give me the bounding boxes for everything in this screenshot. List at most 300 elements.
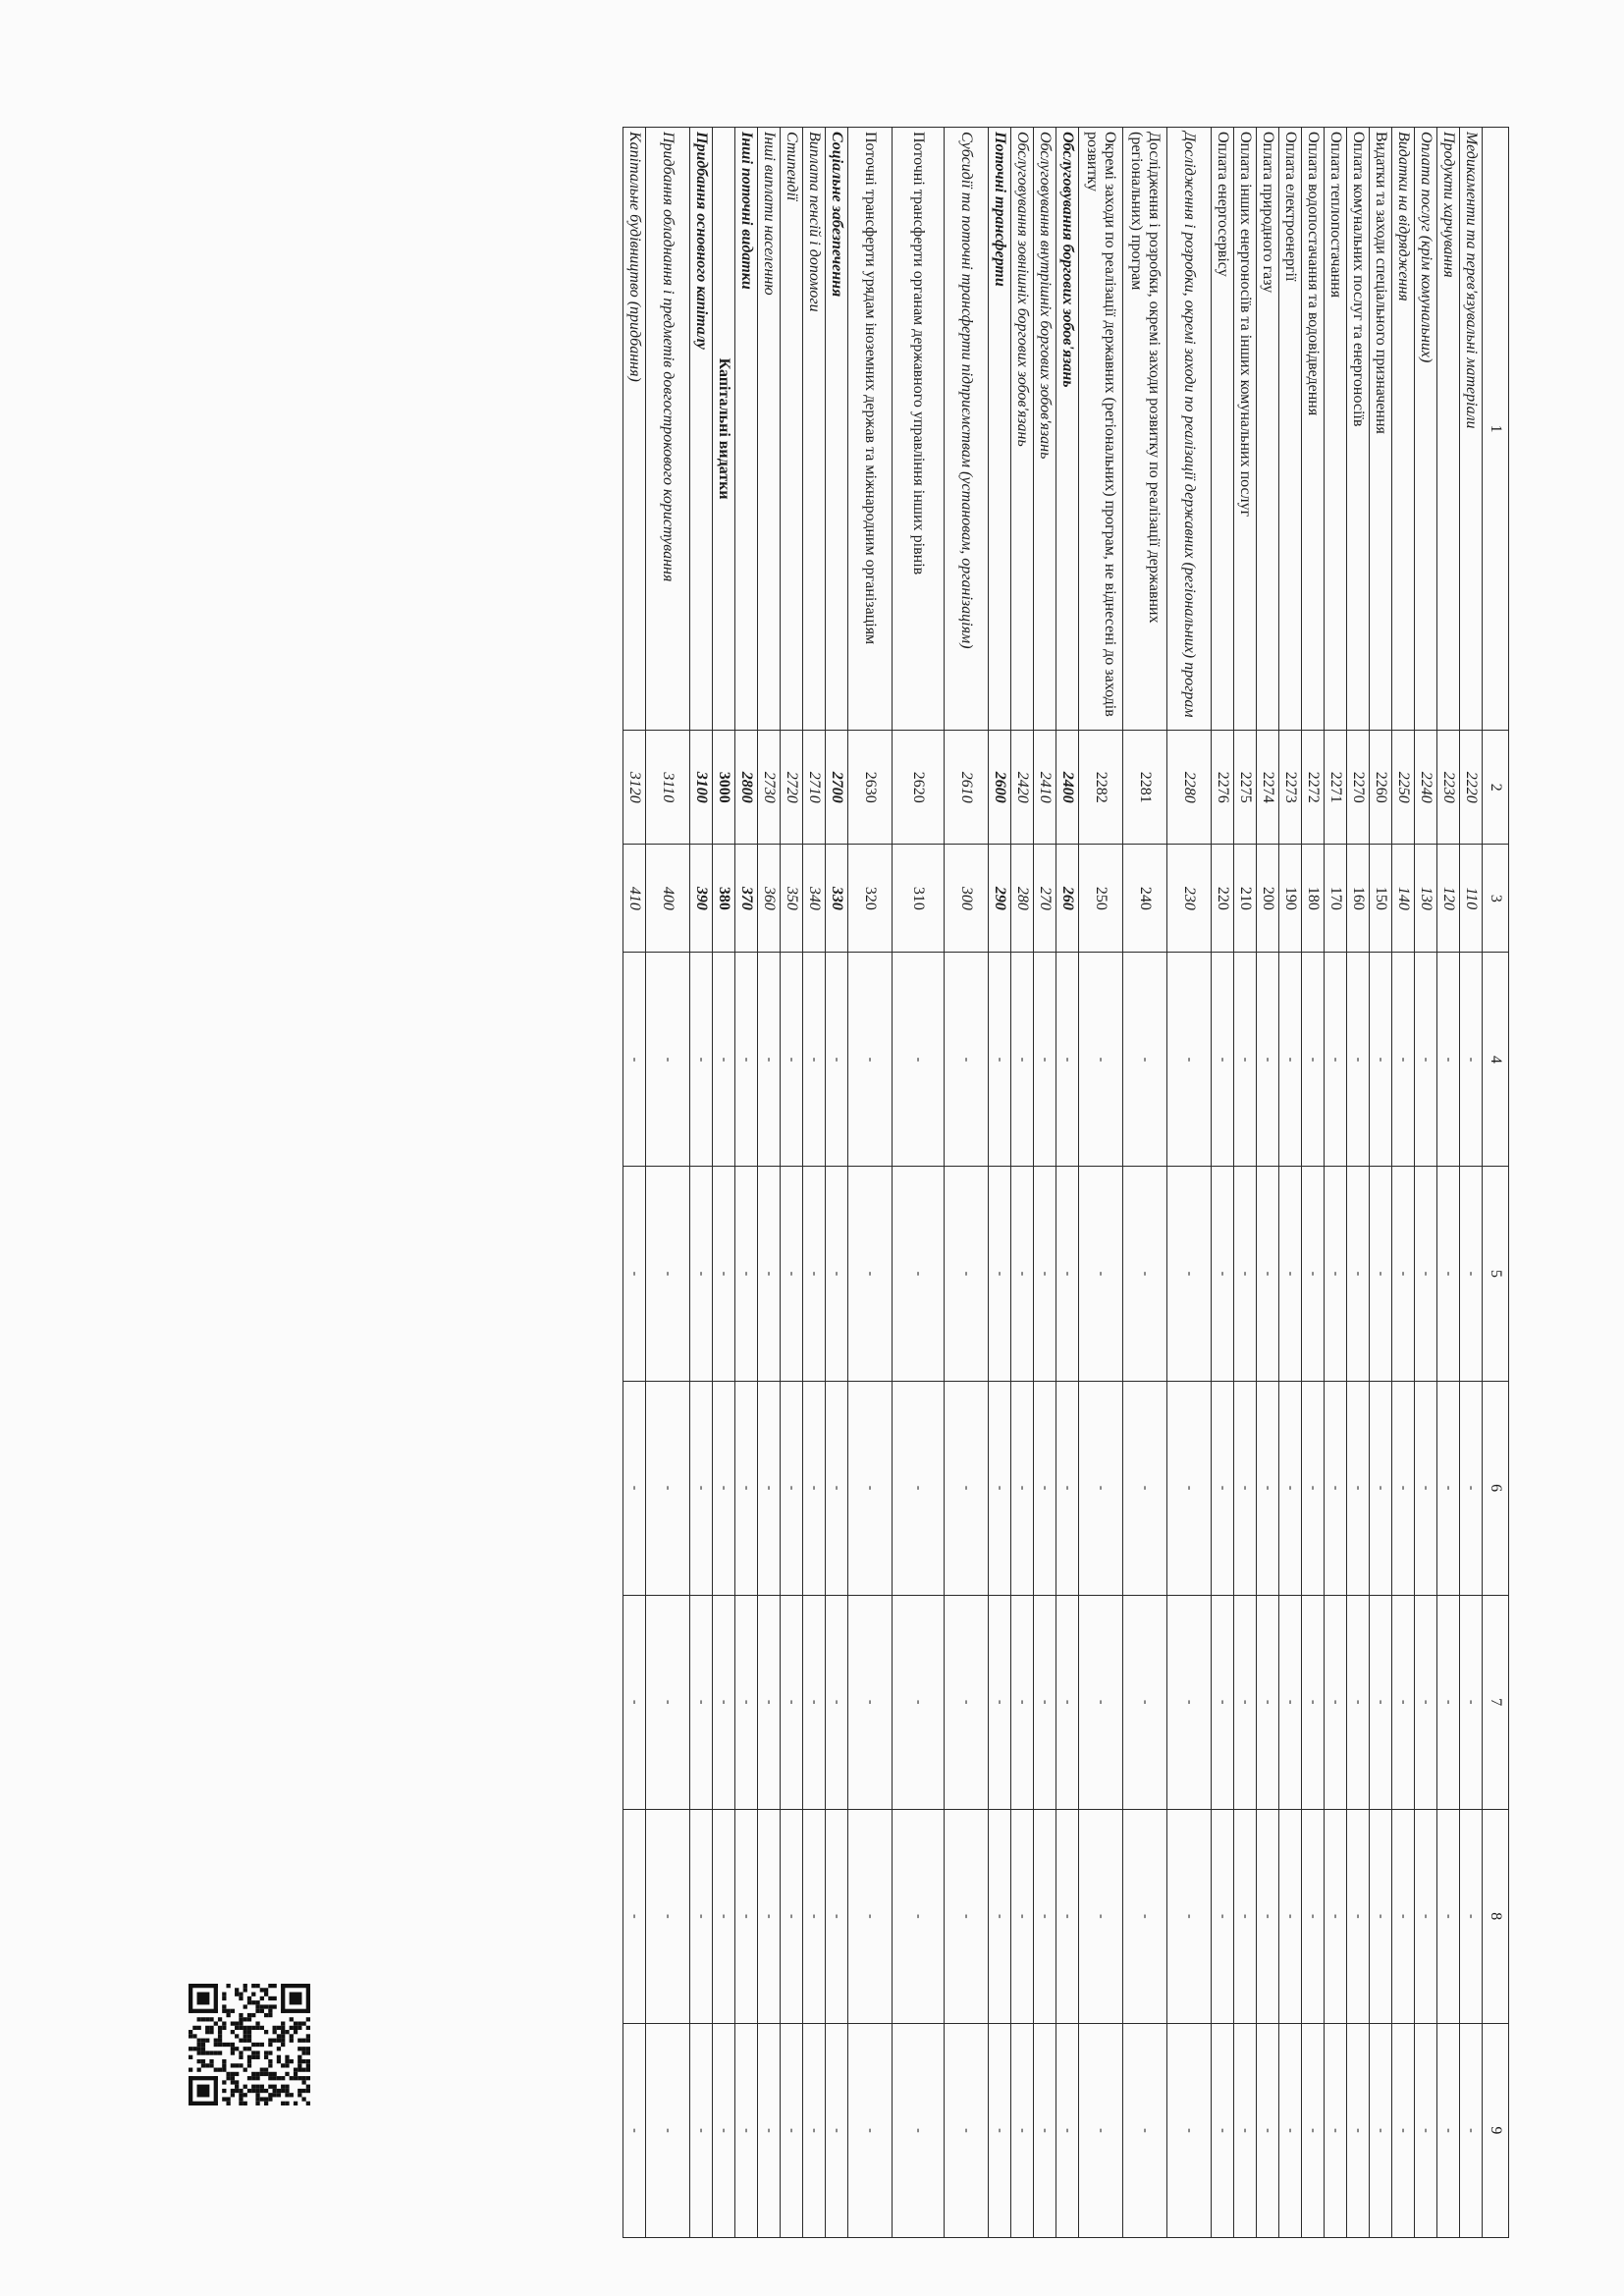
table-row <box>713 128 735 2238</box>
rotated-page <box>299 127 1509 2238</box>
value-cell: - <box>1257 1595 1279 1809</box>
value-cell: - <box>989 1167 1011 1381</box>
value-cell: - <box>803 1381 826 1595</box>
value-cell: - <box>646 1381 690 1595</box>
row-line: 400 <box>646 845 690 953</box>
table-row <box>1257 128 1279 2238</box>
table-row <box>1370 128 1392 2238</box>
value-cell: - <box>781 1595 803 1809</box>
table-row <box>989 128 1011 2238</box>
value-cell: - <box>1460 1167 1483 1381</box>
table-row <box>826 128 848 2238</box>
value-cell: - <box>758 1595 781 1809</box>
value-cell: - <box>690 1167 713 1381</box>
value-cell: - <box>1123 1809 1167 2023</box>
table-row <box>1392 128 1415 2238</box>
value-cell: - <box>1370 1809 1392 2023</box>
value-cell: - <box>1034 2023 1056 2237</box>
value-cell: - <box>1034 1381 1056 1595</box>
table-row <box>1437 128 1460 2238</box>
value-cell: - <box>646 1809 690 2023</box>
value-cell: - <box>1056 1595 1079 1809</box>
header-cell: 2 <box>1483 731 1509 845</box>
value-cell: - <box>690 2023 713 2237</box>
row-name: Оплата електроенергії <box>1279 128 1302 731</box>
value-cell: - <box>1437 1167 1460 1381</box>
value-cell: - <box>1392 2023 1415 2237</box>
value-cell: - <box>735 2023 758 2237</box>
header-cell: 1 <box>1483 128 1509 731</box>
table-row <box>893 128 945 2238</box>
table-row <box>1415 128 1437 2238</box>
value-cell: - <box>1234 2023 1257 2237</box>
value-cell: - <box>1056 1381 1079 1595</box>
value-cell: - <box>1325 2023 1347 2237</box>
row-line: 140 <box>1392 845 1415 953</box>
value-cell: - <box>803 1809 826 2023</box>
value-cell: - <box>1392 1595 1415 1809</box>
value-cell: - <box>1460 953 1483 1167</box>
table-row <box>735 128 758 2238</box>
value-cell: - <box>646 953 690 1167</box>
value-cell: - <box>713 1809 735 2023</box>
table-row <box>1011 128 1034 2238</box>
value-cell: - <box>945 1595 989 1809</box>
value-cell: - <box>893 2023 945 2237</box>
value-cell: - <box>781 1167 803 1381</box>
value-cell: - <box>1347 1167 1370 1381</box>
value-cell: - <box>1415 1595 1437 1809</box>
value-cell: - <box>1123 953 1167 1167</box>
table-row <box>1302 128 1325 2238</box>
value-cell: - <box>646 2023 690 2237</box>
row-code: 2710 <box>803 731 826 845</box>
table-row <box>646 128 690 2238</box>
value-cell: - <box>1167 2023 1212 2237</box>
value-cell: - <box>1212 1167 1234 1381</box>
row-name: Видатки та заходи спеціального призначення <box>1370 128 1392 731</box>
value-cell: - <box>735 1809 758 2023</box>
value-cell: - <box>1034 953 1056 1167</box>
header-cell: 7 <box>1483 1595 1509 1809</box>
value-cell: - <box>1279 1595 1302 1809</box>
row-line: 340 <box>803 845 826 953</box>
value-cell: - <box>646 1595 690 1809</box>
value-cell: - <box>1325 1167 1347 1381</box>
row-name: Придбання основного капіталу <box>690 128 713 731</box>
value-cell: - <box>713 1595 735 1809</box>
value-cell: - <box>713 953 735 1167</box>
value-cell: - <box>848 1595 893 1809</box>
value-cell: - <box>1370 2023 1392 2237</box>
row-name: Оплата водопостачання та водовідведення <box>1302 128 1325 731</box>
row-line: 210 <box>1234 845 1257 953</box>
value-cell: - <box>1302 953 1325 1167</box>
row-name: Субсидії та поточні трансферти підприємствам (установам, організаціям) <box>945 128 989 731</box>
value-cell: - <box>1056 953 1079 1167</box>
row-code: 2276 <box>1212 731 1234 845</box>
value-cell: - <box>1257 1809 1279 2023</box>
row-code: 2730 <box>758 731 781 845</box>
row-name: Капітальне будівництво (придбання) <box>623 128 646 731</box>
value-cell: - <box>1370 1381 1392 1595</box>
row-code: 2420 <box>1011 731 1034 845</box>
row-code: 2230 <box>1437 731 1460 845</box>
value-cell: - <box>1011 1595 1034 1809</box>
table-row <box>1234 128 1257 2238</box>
row-name: Поточні трансферти органам державного управління інших рівнів <box>893 128 945 731</box>
row-code: 2280 <box>1167 731 1212 845</box>
table-row <box>945 128 989 2238</box>
value-cell: - <box>1415 953 1437 1167</box>
value-cell: - <box>893 1809 945 2023</box>
value-cell: - <box>989 1381 1011 1595</box>
value-cell: - <box>826 1809 848 2023</box>
row-name: Обслуговування внутрішніх боргових зобов'язань <box>1034 128 1056 731</box>
value-cell: - <box>1347 1809 1370 2023</box>
value-cell: - <box>758 1167 781 1381</box>
value-cell: - <box>1167 1809 1212 2023</box>
row-code: 2282 <box>1079 731 1123 845</box>
value-cell: - <box>1056 2023 1079 2237</box>
value-cell: - <box>826 1595 848 1809</box>
row-code: 2410 <box>1034 731 1056 845</box>
row-code: 2220 <box>1460 731 1483 845</box>
value-cell: - <box>1325 1381 1347 1595</box>
table-row <box>1279 128 1302 2238</box>
value-cell: - <box>1257 953 1279 1167</box>
row-line: 170 <box>1325 845 1347 953</box>
value-cell: - <box>758 2023 781 2237</box>
row-code: 2271 <box>1325 731 1347 845</box>
row-line: 330 <box>826 845 848 953</box>
value-cell: - <box>1460 1595 1483 1809</box>
expenditure-table <box>623 127 1509 2238</box>
value-cell: - <box>1212 1595 1234 1809</box>
value-cell: - <box>1167 1381 1212 1595</box>
value-cell: - <box>1011 953 1034 1167</box>
value-cell: - <box>1437 1809 1460 2023</box>
value-cell: - <box>1437 2023 1460 2237</box>
value-cell: - <box>1257 2023 1279 2237</box>
value-cell: - <box>1347 953 1370 1167</box>
value-cell: - <box>1279 1167 1302 1381</box>
table-row <box>690 128 713 2238</box>
row-code: 2272 <box>1302 731 1325 845</box>
row-name: Придбання обладнання і предметів довгострокового користування <box>646 128 690 731</box>
header-cell: 9 <box>1483 2023 1509 2237</box>
row-code: 3100 <box>690 731 713 845</box>
table-row <box>803 128 826 2238</box>
value-cell: - <box>1257 1381 1279 1595</box>
value-cell: - <box>623 1381 646 1595</box>
value-cell: - <box>1079 1167 1123 1381</box>
value-cell: - <box>893 1381 945 1595</box>
value-cell: - <box>781 2023 803 2237</box>
value-cell: - <box>1279 2023 1302 2237</box>
value-cell: - <box>735 1595 758 1809</box>
value-cell: - <box>803 953 826 1167</box>
row-code: 2720 <box>781 731 803 845</box>
value-cell: - <box>989 2023 1011 2237</box>
value-cell: - <box>1056 1809 1079 2023</box>
value-cell: - <box>1279 953 1302 1167</box>
value-cell: - <box>848 1167 893 1381</box>
value-cell: - <box>1167 1167 1212 1381</box>
value-cell: - <box>1034 1809 1056 2023</box>
value-cell: - <box>1011 1381 1034 1595</box>
value-cell: - <box>735 1167 758 1381</box>
row-line: 360 <box>758 845 781 953</box>
value-cell: - <box>713 1381 735 1595</box>
value-cell: - <box>781 1381 803 1595</box>
value-cell: - <box>1079 1595 1123 1809</box>
value-cell: - <box>1079 953 1123 1167</box>
value-cell: - <box>1370 1167 1392 1381</box>
value-cell: - <box>1056 1167 1079 1381</box>
value-cell: - <box>781 1809 803 2023</box>
qr-code-icon <box>189 1984 310 2105</box>
value-cell: - <box>1079 2023 1123 2237</box>
value-cell: - <box>690 953 713 1167</box>
value-cell: - <box>1279 1381 1302 1595</box>
value-cell: - <box>1325 953 1347 1167</box>
value-cell: - <box>1234 953 1257 1167</box>
value-cell: - <box>1079 1381 1123 1595</box>
row-line: 120 <box>1437 845 1460 953</box>
row-name: Капітальні видатки <box>713 128 735 731</box>
row-name: Поточні трансферти урядам іноземних держав та міжнародним організаціям <box>848 128 893 731</box>
row-code: 2600 <box>989 731 1011 845</box>
header-cell: 8 <box>1483 1809 1509 2023</box>
value-cell: - <box>1302 1809 1325 2023</box>
value-cell: - <box>1415 1809 1437 2023</box>
row-code: 2281 <box>1123 731 1167 845</box>
row-code: 2630 <box>848 731 893 845</box>
row-name: Окремі заходи по реалізації державних (регіональних) програм, не віднесені до заходів розвитку <box>1079 128 1123 731</box>
value-cell: - <box>1011 1809 1034 2023</box>
row-name: Соціальне забезпечення <box>826 128 848 731</box>
row-name: Стипендії <box>781 128 803 731</box>
value-cell: - <box>848 1381 893 1595</box>
row-name: Медикаменти та перев'язувальні матеріали <box>1460 128 1483 731</box>
value-cell: - <box>713 2023 735 2237</box>
row-line: 300 <box>945 845 989 953</box>
row-code: 3110 <box>646 731 690 845</box>
value-cell: - <box>735 953 758 1167</box>
header-cell: 6 <box>1483 1381 1509 1595</box>
value-cell: - <box>1347 2023 1370 2237</box>
value-cell: - <box>1123 1167 1167 1381</box>
value-cell: - <box>803 2023 826 2237</box>
row-line: 290 <box>989 845 1011 953</box>
value-cell: - <box>1302 1381 1325 1595</box>
value-cell: - <box>893 1167 945 1381</box>
value-cell: - <box>893 953 945 1167</box>
value-cell: - <box>945 953 989 1167</box>
value-cell: - <box>1257 1167 1279 1381</box>
row-line: 110 <box>1460 845 1483 953</box>
value-cell: - <box>1279 1809 1302 2023</box>
row-code: 2275 <box>1234 731 1257 845</box>
row-name: Оплата теплопостачання <box>1325 128 1347 731</box>
row-code: 3000 <box>713 731 735 845</box>
value-cell: - <box>1212 2023 1234 2237</box>
value-cell: - <box>690 1595 713 1809</box>
value-cell: - <box>1437 1595 1460 1809</box>
row-line: 320 <box>848 845 893 953</box>
row-name: Видатки на відрядження <box>1392 128 1415 731</box>
row-name: Поточні трансферти <box>989 128 1011 731</box>
row-line: 240 <box>1123 845 1167 953</box>
row-line: 200 <box>1257 845 1279 953</box>
row-code: 2400 <box>1056 731 1079 845</box>
value-cell: - <box>945 2023 989 2237</box>
row-name: Оплата природного газу <box>1257 128 1279 731</box>
value-cell: - <box>1347 1595 1370 1809</box>
row-line: 380 <box>713 845 735 953</box>
table-row <box>1212 128 1234 2238</box>
value-cell: - <box>713 1167 735 1381</box>
table-row <box>848 128 893 2238</box>
value-cell: - <box>1302 1595 1325 1809</box>
row-code: 2270 <box>1347 731 1370 845</box>
value-cell: - <box>1325 1595 1347 1809</box>
row-code: 3120 <box>623 731 646 845</box>
value-cell: - <box>848 953 893 1167</box>
table-row <box>1056 128 1079 2238</box>
table-row <box>1123 128 1167 2238</box>
value-cell: - <box>1415 1381 1437 1595</box>
value-cell: - <box>623 2023 646 2237</box>
row-name: Дослідження і розробки, окремі заходи розвитку по реалізації державних (регіональних) програм <box>1123 128 1167 731</box>
row-line: 150 <box>1370 845 1392 953</box>
value-cell: - <box>826 1167 848 1381</box>
value-cell: - <box>623 1595 646 1809</box>
row-name: Оплата інших енергоносіїв та інших комунальних послуг <box>1234 128 1257 731</box>
value-cell: - <box>1392 1809 1415 2023</box>
row-line: 310 <box>893 845 945 953</box>
row-name: Дослідження і розробки, окремі заходи по реалізації державних (регіональних) програм <box>1167 128 1212 731</box>
value-cell: - <box>1123 1381 1167 1595</box>
row-line: 130 <box>1415 845 1437 953</box>
row-name: Оплата енергосервісу <box>1212 128 1234 731</box>
row-line: 260 <box>1056 845 1079 953</box>
value-cell: - <box>1034 1595 1056 1809</box>
value-cell: - <box>803 1595 826 1809</box>
value-cell: - <box>1034 1167 1056 1381</box>
value-cell: - <box>1079 1809 1123 2023</box>
row-line: 190 <box>1279 845 1302 953</box>
value-cell: - <box>1325 1809 1347 2023</box>
value-cell: - <box>1302 2023 1325 2237</box>
value-cell: - <box>623 1809 646 2023</box>
row-line: 280 <box>1011 845 1034 953</box>
value-cell: - <box>1234 1809 1257 2023</box>
value-cell: - <box>1347 1381 1370 1595</box>
value-cell: - <box>848 2023 893 2237</box>
row-code: 2260 <box>1370 731 1392 845</box>
value-cell: - <box>1234 1167 1257 1381</box>
value-cell: - <box>1370 1595 1392 1809</box>
value-cell: - <box>1167 1595 1212 1809</box>
value-cell: - <box>1460 1381 1483 1595</box>
row-line: 230 <box>1167 845 1212 953</box>
row-code: 2240 <box>1415 731 1437 845</box>
header-cell: 5 <box>1483 1167 1509 1381</box>
row-name: Обслуговування боргових зобов'язань <box>1056 128 1079 731</box>
value-cell: - <box>623 1167 646 1381</box>
value-cell: - <box>690 1809 713 2023</box>
value-cell: - <box>1415 1167 1437 1381</box>
table-row <box>623 128 646 2238</box>
row-code: 2700 <box>826 731 848 845</box>
row-line: 250 <box>1079 845 1123 953</box>
row-line: 370 <box>735 845 758 953</box>
table-row <box>1325 128 1347 2238</box>
row-line: 390 <box>690 845 713 953</box>
value-cell: - <box>945 1167 989 1381</box>
table-row <box>781 128 803 2238</box>
value-cell: - <box>1123 1595 1167 1809</box>
value-cell: - <box>758 1381 781 1595</box>
table-row <box>1347 128 1370 2238</box>
value-cell: - <box>1212 1809 1234 2023</box>
value-cell: - <box>1234 1595 1257 1809</box>
row-code: 2274 <box>1257 731 1279 845</box>
value-cell: - <box>989 1809 1011 2023</box>
table-row <box>1460 128 1483 2238</box>
value-cell: - <box>848 1809 893 2023</box>
row-name: Обслуговування зовнішніх боргових зобов'язань <box>1011 128 1034 731</box>
value-cell: - <box>735 1381 758 1595</box>
value-cell: - <box>1167 953 1212 1167</box>
value-cell: - <box>623 953 646 1167</box>
value-cell: - <box>826 2023 848 2237</box>
value-cell: - <box>1212 953 1234 1167</box>
table-row <box>1079 128 1123 2238</box>
value-cell: - <box>1437 1381 1460 1595</box>
row-code: 2610 <box>945 731 989 845</box>
value-cell: - <box>826 1381 848 1595</box>
value-cell: - <box>1437 953 1460 1167</box>
value-cell: - <box>1123 2023 1167 2237</box>
row-line: 220 <box>1212 845 1234 953</box>
value-cell: - <box>781 953 803 1167</box>
value-cell: - <box>1011 1167 1034 1381</box>
row-name: Інші поточні видатки <box>735 128 758 731</box>
table-row <box>758 128 781 2238</box>
value-cell: - <box>989 1595 1011 1809</box>
row-name: Продукти харчування <box>1437 128 1460 731</box>
row-line: 270 <box>1034 845 1056 953</box>
value-cell: - <box>646 1167 690 1381</box>
header-row <box>1483 128 1509 2238</box>
value-cell: - <box>989 953 1011 1167</box>
value-cell: - <box>758 1809 781 2023</box>
row-line: 160 <box>1347 845 1370 953</box>
row-code: 2800 <box>735 731 758 845</box>
value-cell: - <box>945 1809 989 2023</box>
value-cell: - <box>1460 1809 1483 2023</box>
value-cell: - <box>1392 953 1415 1167</box>
row-line: 350 <box>781 845 803 953</box>
value-cell: - <box>893 1595 945 1809</box>
value-cell: - <box>1011 2023 1034 2237</box>
value-cell: - <box>945 1381 989 1595</box>
value-cell: - <box>690 1381 713 1595</box>
value-cell: - <box>1370 953 1392 1167</box>
